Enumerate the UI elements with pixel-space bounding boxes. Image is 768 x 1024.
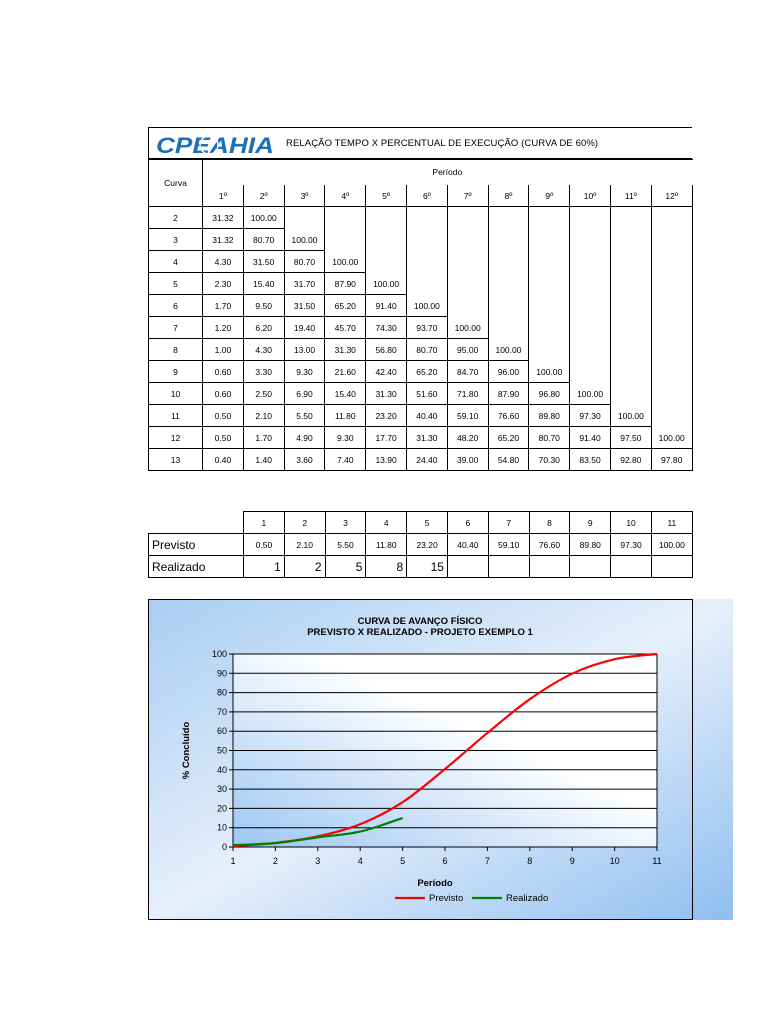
empty-cell [325,207,366,229]
summary-period-cell: 4 [366,512,407,534]
realizado-empty [611,556,652,578]
value-cell: 0.50 [203,405,244,427]
empty-cell [488,295,529,317]
value-cell: 2.10 [243,405,284,427]
table-row [149,361,693,383]
value-cell: 96.00 [488,361,529,383]
period-header-cell: 11º [610,185,651,207]
value-cell: 1.70 [203,295,244,317]
value-cell: 83.50 [570,449,611,471]
previsto-value: 76.60 [529,534,570,556]
legend-label-realizado: Realizado [506,893,549,904]
value-cell: 97.50 [610,427,651,449]
summary-period-cell: 3 [325,512,366,534]
value-cell: 87.90 [488,383,529,405]
value-cell: 48.20 [447,427,488,449]
empty-cell [366,229,407,251]
value-cell: 74.30 [366,317,407,339]
value-cell: 15.40 [243,273,284,295]
value-cell: 2.50 [243,383,284,405]
previsto-value: 40.40 [447,534,488,556]
summary-period-cell: 2 [284,512,325,534]
summary-period-cell: 6 [447,512,488,534]
empty-cell [610,339,651,361]
chart-title: CURVA DE AVANÇO FÍSICO [357,616,483,627]
value-cell: 31.30 [406,427,447,449]
empty-cell [406,273,447,295]
company-logo [154,133,276,157]
empty-cell [447,295,488,317]
y-tick-label: 60 [216,726,227,737]
empty-cell [651,207,692,229]
empty-cell [406,251,447,273]
value-cell: 54.80 [488,449,529,471]
empty-cell [570,207,611,229]
previsto-value: 2.10 [284,534,325,556]
value-cell: 11.80 [325,405,366,427]
y-tick-label: 70 [216,706,227,717]
value-cell: 0.50 [203,427,244,449]
value-cell: 100.00 [243,207,284,229]
period-header-cell: 3º [284,185,325,207]
x-tick-label: 5 [400,856,406,866]
empty-cell [529,339,570,361]
value-cell: 31.50 [243,251,284,273]
empty-cell [447,229,488,251]
table-row [149,339,693,361]
realizado-label: Realizado [149,556,244,578]
value-cell: 3.30 [243,361,284,383]
y-tick-label: 50 [216,745,227,756]
y-tick-label: 40 [216,764,227,775]
summary-period-cell: 8 [529,512,570,534]
empty-cell [570,361,611,383]
summary-period-cell: 5 [407,512,448,534]
period-header-cell: 4º [325,185,366,207]
empty-cell [488,229,529,251]
table-row [149,427,693,449]
empty-cell [529,273,570,295]
realizado-empty [447,556,488,578]
y-tick-label: 90 [216,668,227,679]
curve-column-header: Curva [149,160,203,207]
report-header [148,127,692,159]
empty-cell [610,317,651,339]
curve-number: 4 [149,251,203,273]
table-row [149,251,693,273]
x-tick-label: 11 [652,856,662,866]
realizado-value: 1 [244,556,285,578]
value-cell: 87.90 [325,273,366,295]
value-cell: 95.00 [447,339,488,361]
value-cell: 1.40 [243,449,284,471]
empty-cell [570,251,611,273]
previsto-value: 89.80 [570,534,611,556]
value-cell: 42.40 [366,361,407,383]
period-header-cell: 7º [447,185,488,207]
value-cell: 0.60 [203,383,244,405]
value-cell: 91.40 [570,427,611,449]
empty-cell [366,251,407,273]
value-cell: 89.80 [529,405,570,427]
value-cell: 100.00 [325,251,366,273]
value-cell: 70.30 [529,449,570,471]
empty-cell [488,251,529,273]
empty-cell [610,229,651,251]
value-cell: 100.00 [406,295,447,317]
empty-cell [447,273,488,295]
value-cell: 97.80 [651,449,692,471]
empty-cell [529,207,570,229]
previsto-value: 97.30 [611,534,652,556]
empty-cell [610,207,651,229]
empty-cell [610,383,651,405]
value-cell: 91.40 [366,295,407,317]
value-cell: 71.80 [447,383,488,405]
x-tick-label: 8 [527,856,533,866]
value-cell: 100.00 [610,405,651,427]
table-row [149,207,693,229]
value-cell: 9.50 [243,295,284,317]
progress-chart [148,599,733,920]
value-cell: 100.00 [447,317,488,339]
empty-cell [570,317,611,339]
value-cell: 65.20 [406,361,447,383]
period-header-cell: 6º [406,185,447,207]
value-cell: 100.00 [366,273,407,295]
y-tick-label: 80 [216,687,227,698]
realizado-empty [529,556,570,578]
y-tick-label: 0 [221,842,227,852]
table-row [149,317,693,339]
logo-text: CPEAHIA [156,133,274,157]
empty-cell [651,273,692,295]
value-cell: 31.50 [284,295,325,317]
empty-cell [651,383,692,405]
table-row [149,295,693,317]
curve-number: 9 [149,361,203,383]
value-cell: 31.32 [203,229,244,251]
value-cell: 31.70 [284,273,325,295]
empty-cell [610,251,651,273]
value-cell: 2.30 [203,273,244,295]
y-tick-label: 30 [216,784,227,795]
realizado-empty [651,556,692,578]
table-row [149,383,693,405]
empty-cell [447,207,488,229]
value-cell: 1.70 [243,427,284,449]
value-cell: 1.00 [203,339,244,361]
empty-cell [570,339,611,361]
empty-cell [570,273,611,295]
curve-number: 11 [149,405,203,427]
empty-cell [651,229,692,251]
realizado-empty [488,556,529,578]
x-axis-label: Período [417,878,453,889]
empty-cell [651,317,692,339]
value-cell: 31.30 [366,383,407,405]
realizado-value: 5 [325,556,366,578]
realizado-value: 2 [284,556,325,578]
curve-number: 3 [149,229,203,251]
chart-subtitle: PREVISTO X REALIZADO - PROJETO EXEMPLO 1 [307,627,533,638]
previsto-value: 100.00 [651,534,692,556]
value-cell: 6.90 [284,383,325,405]
empty-cell [651,405,692,427]
empty-cell [488,317,529,339]
value-cell: 24.40 [406,449,447,471]
period-header: Período [203,160,693,185]
value-cell: 80.70 [243,229,284,251]
period-header-cell: 10º [570,185,611,207]
value-cell: 84.70 [447,361,488,383]
value-cell: 80.70 [284,251,325,273]
summary-period-cell: 9 [570,512,611,534]
curve-number: 10 [149,383,203,405]
time-percent-table [148,159,693,471]
value-cell: 51.60 [406,383,447,405]
value-cell: 92.80 [610,449,651,471]
value-cell: 39.00 [447,449,488,471]
value-cell: 0.40 [203,449,244,471]
value-cell: 100.00 [284,229,325,251]
value-cell: 4.30 [203,251,244,273]
curve-number: 7 [149,317,203,339]
empty-cell [570,295,611,317]
value-cell: 15.40 [325,383,366,405]
value-cell: 31.30 [325,339,366,361]
y-axis-label: % Concluído [181,721,192,780]
curve-number: 5 [149,273,203,295]
value-cell: 93.70 [406,317,447,339]
x-tick-label: 2 [272,856,278,866]
empty-cell [570,229,611,251]
summary-period-cell: 10 [611,512,652,534]
value-cell: 65.20 [488,427,529,449]
summary-period-cell: 1 [244,512,285,534]
empty-cell [610,295,651,317]
empty-cell [610,361,651,383]
value-cell: 56.80 [366,339,407,361]
value-cell: 17.70 [366,427,407,449]
x-tick-label: 6 [442,856,448,866]
empty-cell [529,295,570,317]
value-cell: 0.60 [203,361,244,383]
empty-cell [529,229,570,251]
value-cell: 100.00 [529,361,570,383]
value-cell: 76.60 [488,405,529,427]
value-cell: 4.30 [243,339,284,361]
curve-number: 6 [149,295,203,317]
x-tick-label: 1 [230,856,236,866]
realizado-value: 15 [407,556,448,578]
value-cell: 13.90 [366,449,407,471]
empty-cell [488,273,529,295]
value-cell: 45.70 [325,317,366,339]
value-cell: 13.00 [284,339,325,361]
x-tick-label: 3 [315,856,321,866]
table-row [149,229,693,251]
value-cell: 7.40 [325,449,366,471]
summary-period-cell: 11 [651,512,692,534]
y-tick-label: 10 [216,822,227,833]
empty-cell [406,207,447,229]
previsto-value: 59.10 [488,534,529,556]
realizado-value: 8 [366,556,407,578]
value-cell: 100.00 [570,383,611,405]
x-tick-label: 7 [484,856,490,866]
empty-cell [651,251,692,273]
legend-label-previsto: Previsto [429,893,464,904]
value-cell: 5.50 [284,405,325,427]
x-tick-label: 4 [357,856,363,866]
previsto-value: 23.20 [407,534,448,556]
value-cell: 65.20 [325,295,366,317]
table-row [149,405,693,427]
value-cell: 21.60 [325,361,366,383]
x-tick-label: 10 [609,856,620,866]
value-cell: 100.00 [651,427,692,449]
empty-cell [610,273,651,295]
value-cell: 40.40 [406,405,447,427]
period-header-cell: 9º [529,185,570,207]
value-cell: 80.70 [406,339,447,361]
empty-cell [325,229,366,251]
period-header-cell: 1º [203,185,244,207]
value-cell: 80.70 [529,427,570,449]
empty-cell [529,317,570,339]
empty-cell [447,251,488,273]
empty-cell [651,361,692,383]
period-header-cell: 2º [243,185,284,207]
value-cell: 3.60 [284,449,325,471]
curve-number: 2 [149,207,203,229]
previsto-label: Previsto [149,534,244,556]
realizado-empty [570,556,611,578]
value-cell: 4.90 [284,427,325,449]
empty-cell [488,207,529,229]
curve-number: 13 [149,449,203,471]
planned-vs-actual-table [148,511,693,578]
summary-period-cell: 7 [488,512,529,534]
empty-cell [651,339,692,361]
value-cell: 59.10 [447,405,488,427]
value-cell: 100.00 [488,339,529,361]
value-cell: 19.40 [284,317,325,339]
previsto-value: 11.80 [366,534,407,556]
period-header-cell: 12º [651,185,692,207]
value-cell: 96.80 [529,383,570,405]
period-header-cell: 5º [366,185,407,207]
curve-number: 12 [149,427,203,449]
empty-cell [406,229,447,251]
value-cell: 31.32 [203,207,244,229]
table-row [149,449,693,471]
value-cell: 9.30 [325,427,366,449]
period-header-cell: 8º [488,185,529,207]
empty-cell [284,207,325,229]
table-row [149,273,693,295]
value-cell: 6.20 [243,317,284,339]
previsto-value: 5.50 [325,534,366,556]
x-tick-label: 9 [569,856,575,866]
report-title: RELAÇÃO TEMPO X PERCENTUAL DE EXECUÇÃO (CURVA DE 60%) [286,138,599,149]
empty-cell [651,295,692,317]
empty-cell [366,207,407,229]
value-cell: 9.30 [284,361,325,383]
value-cell: 23.20 [366,405,407,427]
summary-corner [149,512,244,534]
y-tick-label: 100 [211,649,227,659]
y-tick-label: 20 [216,803,227,814]
curve-number: 8 [149,339,203,361]
value-cell: 97.30 [570,405,611,427]
empty-cell [529,251,570,273]
previsto-value: 0.50 [244,534,285,556]
value-cell: 1.20 [203,317,244,339]
